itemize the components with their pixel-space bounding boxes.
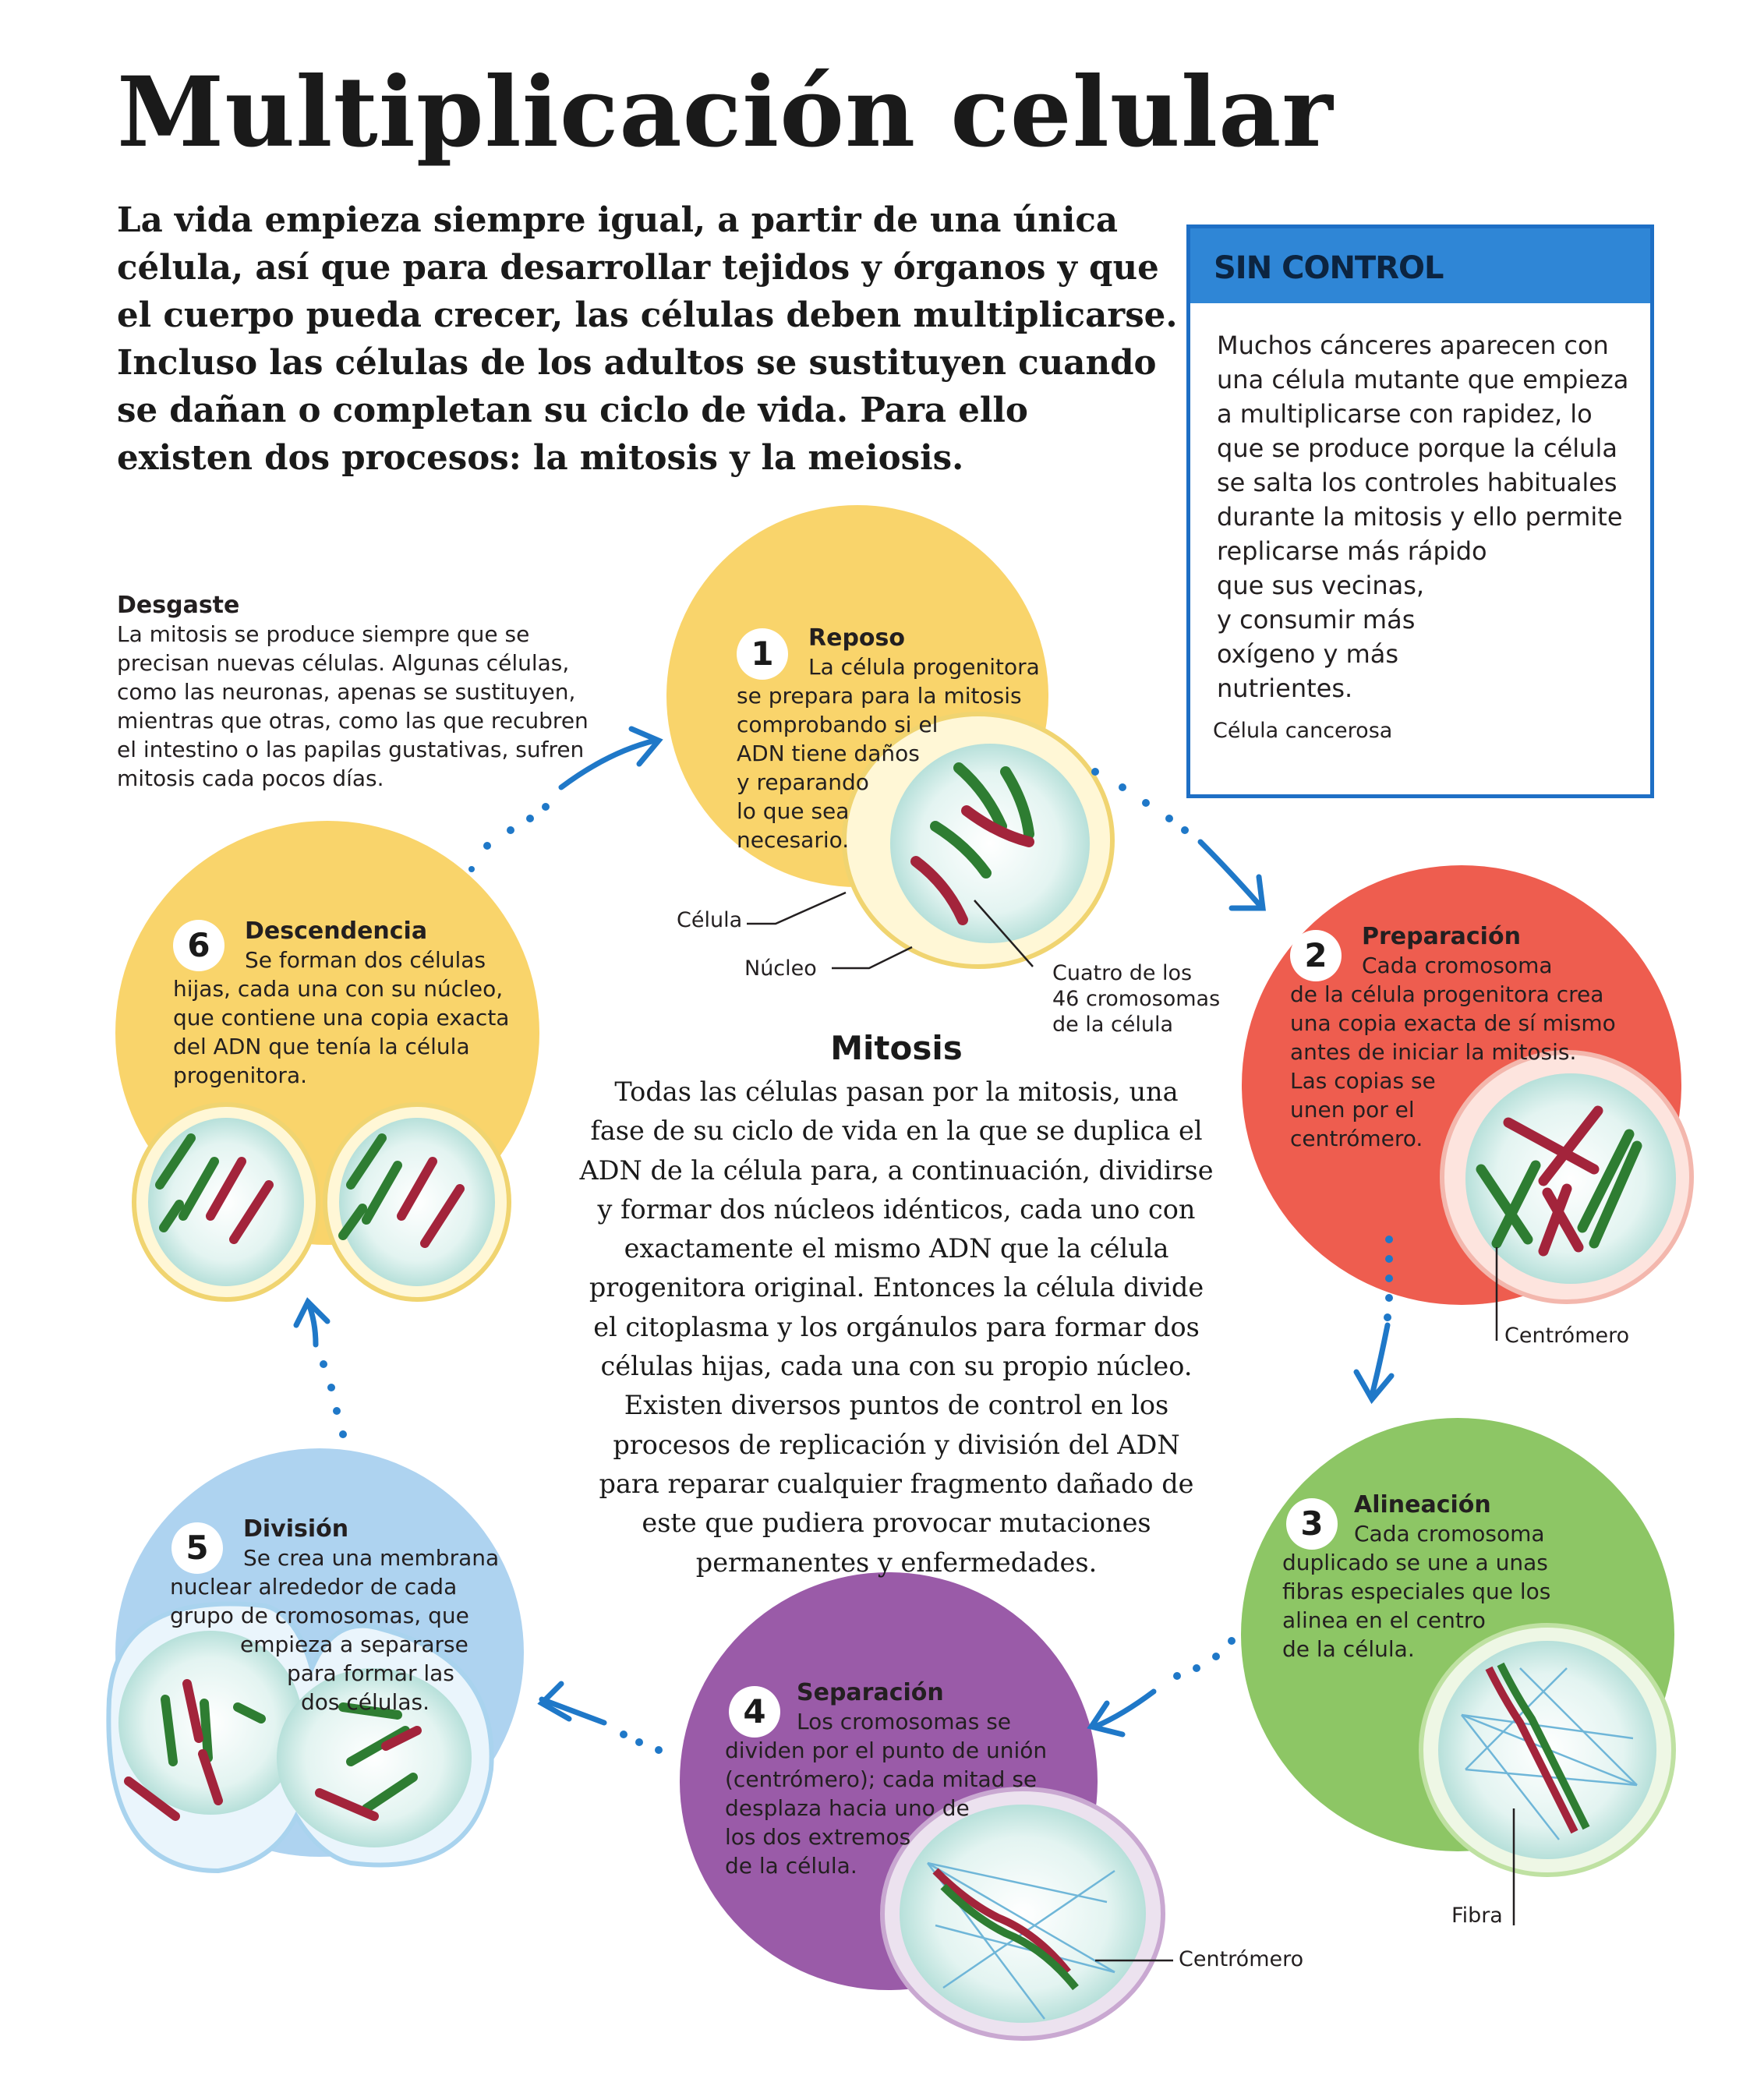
label-cromosomas-line: de la célula (1052, 1013, 1174, 1037)
desgaste-block (117, 591, 589, 793)
mitosis-line: Todas las células pasan por la mitosis, una (614, 1077, 1179, 1107)
mitosis-line: para reparar cualquier fragmento dañado de (599, 1468, 1194, 1499)
sidebar-line: que se produce porque la célula (1217, 433, 1617, 463)
stage-5-line: grupo de cromosomas, que (170, 1603, 469, 1628)
mitosis-line: progenitora original. Entonces la célula divide (589, 1272, 1204, 1303)
mitosis-line: permanentes y enfermedades. (695, 1547, 1098, 1578)
sin-control-text (1217, 328, 1628, 705)
stage-6-number: 6 (173, 920, 224, 971)
stage-2-heading: Preparación (1362, 923, 1521, 950)
sidebar-line: durante la mitosis y ello permite (1217, 502, 1623, 532)
stage-1-line: lo que sea (737, 798, 850, 824)
desgaste-line: mientras que otras, como las que recubren (117, 708, 589, 734)
label-cromosomas-line: 46 cromosomas (1052, 987, 1221, 1011)
sidebar-line: a multiplicarse con rapidez, lo (1217, 399, 1593, 429)
stage-1-line: ADN tiene daños (737, 741, 920, 766)
stage-1-line: y reparando (737, 769, 869, 795)
stage-3-heading: Alineación (1354, 1491, 1491, 1518)
sidebar-line: nutrientes. (1217, 673, 1353, 703)
intro-line: existen dos procesos: la mitosis y la meiosis. (117, 438, 964, 478)
intro-line: se dañan o completan su ciclo de vida. Para ello (117, 391, 1028, 430)
stage-4-line: (centrómero); cada mitad se (725, 1766, 1038, 1792)
stage-4-number: 4 (729, 1686, 780, 1738)
desgaste-line: como las neuronas, apenas se sustituyen, (117, 679, 576, 705)
mitosis-line: este que pudiera provocar mutaciones (642, 1508, 1151, 1539)
stage-2-line: unen por el (1290, 1097, 1415, 1122)
mitosis-body (546, 1073, 1247, 1582)
label-centromero-2: Centrómero (1504, 1324, 1630, 1348)
stage-2-line: centrómero. (1290, 1126, 1423, 1151)
sin-control-box (1186, 224, 1654, 798)
desgaste-line: precisan nuevas células. Algunas células, (117, 650, 570, 676)
sidebar-line: replicarse más rápido (1217, 536, 1487, 566)
stage-1-heading: Reposo (808, 624, 905, 652)
stage-6-text (173, 917, 509, 1090)
label-cromosomas-line: Cuatro de los (1052, 961, 1193, 985)
stage-3-line: fibras especiales que los (1282, 1579, 1551, 1604)
stage-2-line: de la célula progenitora crea (1290, 981, 1604, 1007)
stage-2-line: antes de iniciar la mitosis. (1290, 1039, 1577, 1065)
sidebar-line: se salta los controles habituales (1217, 468, 1617, 497)
stage-4-line: desplaza hacia uno de (725, 1795, 970, 1821)
stage-3-text (1282, 1490, 1550, 1663)
stage-4-line: Los cromosomas se (797, 1709, 1012, 1734)
desgaste-line: el intestino o las papilas gustativas, sufren (117, 737, 585, 762)
intro-line: Incluso las células de los adultos se sustituyen cuando (117, 343, 1157, 383)
mitosis-line: fase de su ciclo de vida en la que se duplica el (590, 1115, 1203, 1147)
stage-1-text (737, 624, 1040, 854)
stage-1-line: La célula progenitora (808, 654, 1040, 680)
stage-5-line: empieza a separarse (240, 1632, 468, 1657)
desgaste-heading: Desgaste (117, 592, 240, 619)
stage-4-line: dividen por el punto de unión (725, 1738, 1048, 1763)
stage-5-line: para formar las (287, 1660, 454, 1686)
stage-3-line: alinea en el centro (1282, 1607, 1486, 1633)
stage-6-line: hijas, cada una con su núcleo, (173, 976, 504, 1002)
sin-control-title: SIN CONTROL (1214, 250, 1444, 286)
stage-5-heading: División (243, 1515, 349, 1543)
mitosis-line: el citoplasma y los orgánulos para formar dos (593, 1311, 1200, 1342)
stage-4-text (725, 1678, 1047, 1880)
stage-4-line: los dos extremos (725, 1824, 911, 1850)
stage-6-heading: Descendencia (245, 917, 428, 945)
stage-3-line: Cada cromosoma (1354, 1521, 1545, 1547)
sidebar-line: que sus vecinas, (1217, 571, 1425, 600)
label-nucleo: Núcleo (744, 956, 817, 981)
mitosis-line: células hijas, cada una con su propio núcleo. (600, 1351, 1193, 1382)
label-celula: Célula (677, 908, 743, 932)
page-title: Multiplicación celular (117, 56, 1334, 169)
stage-3-line: duplicado se une a unas (1282, 1550, 1548, 1575)
mitosis-line: procesos de replicación y división del ADN (613, 1429, 1180, 1460)
stage-2-line: Las copias se (1290, 1068, 1436, 1094)
sidebar-line: una célula mutante que empieza (1217, 365, 1629, 394)
label-centromero-4: Centrómero (1179, 1947, 1304, 1971)
mitosis-line: exactamente el mismo ADN que la célula (624, 1233, 1169, 1264)
stage-2-text (1290, 922, 1616, 1153)
stage-2-number: 2 (1290, 930, 1342, 981)
stage-5-number: 5 (171, 1522, 223, 1574)
mitosis-line: ADN de la célula para, a continuación, dividirse (579, 1154, 1214, 1186)
stage-5-line: dos células. (301, 1689, 430, 1715)
stage-1-number: 1 (737, 628, 788, 680)
cancer-cell-label: Célula cancerosa (1213, 719, 1393, 743)
stage-5-text (170, 1515, 499, 1716)
stage-1-line: necesario. (737, 827, 850, 853)
mitosis-line: y formar dos núcleos idénticos, cada uno con (597, 1193, 1196, 1225)
stage-3-line: de la célula. (1282, 1636, 1415, 1662)
stage-6-line: Se forman dos células (245, 947, 486, 973)
stage-4-heading: Separación (797, 1679, 944, 1706)
stage-2-line: una copia exacta de sí mismo (1290, 1010, 1616, 1036)
stage-5-line: nuclear alrededor de cada (170, 1574, 458, 1600)
mitosis-title: Mitosis (830, 1029, 963, 1067)
sidebar-line: y consumir más (1217, 605, 1416, 635)
mitosis-line: Existen diversos puntos de control en los (624, 1390, 1169, 1421)
desgaste-line: mitosis cada pocos días. (117, 765, 384, 791)
desgaste-line: La mitosis se produce siempre que se (117, 621, 530, 647)
sin-control-header (1190, 228, 1650, 303)
stage-3-number: 3 (1286, 1498, 1338, 1550)
stage-1-line: se prepara para la mitosis (737, 683, 1022, 709)
intro-paragraph (117, 196, 1178, 482)
stage-6-line: progenitora. (173, 1062, 308, 1088)
intro-line: célula, así que para desarrollar tejidos y órganos y que (117, 248, 1159, 288)
stage-4-line: de la célula. (725, 1853, 857, 1879)
stage-6-line: del ADN que tenía la célula (173, 1034, 470, 1059)
stage-6-line: que contiene una copia exacta (173, 1005, 510, 1031)
label-fibra: Fibra (1451, 1904, 1503, 1928)
intro-line: La vida empieza siempre igual, a partir de una única (117, 200, 1119, 240)
stage-1-line: comprobando si el (737, 712, 939, 737)
intro-line: el cuerpo pueda crecer, las células deben multiplicarse. (117, 295, 1178, 335)
stage-5-line: Se crea una membrana (243, 1545, 500, 1571)
stage-2-line: Cada cromosoma (1362, 953, 1553, 978)
label-cromosomas (1052, 960, 1220, 1038)
sidebar-line: Muchos cánceres aparecen con (1217, 331, 1609, 360)
sidebar-line: oxígeno y más (1217, 639, 1399, 669)
